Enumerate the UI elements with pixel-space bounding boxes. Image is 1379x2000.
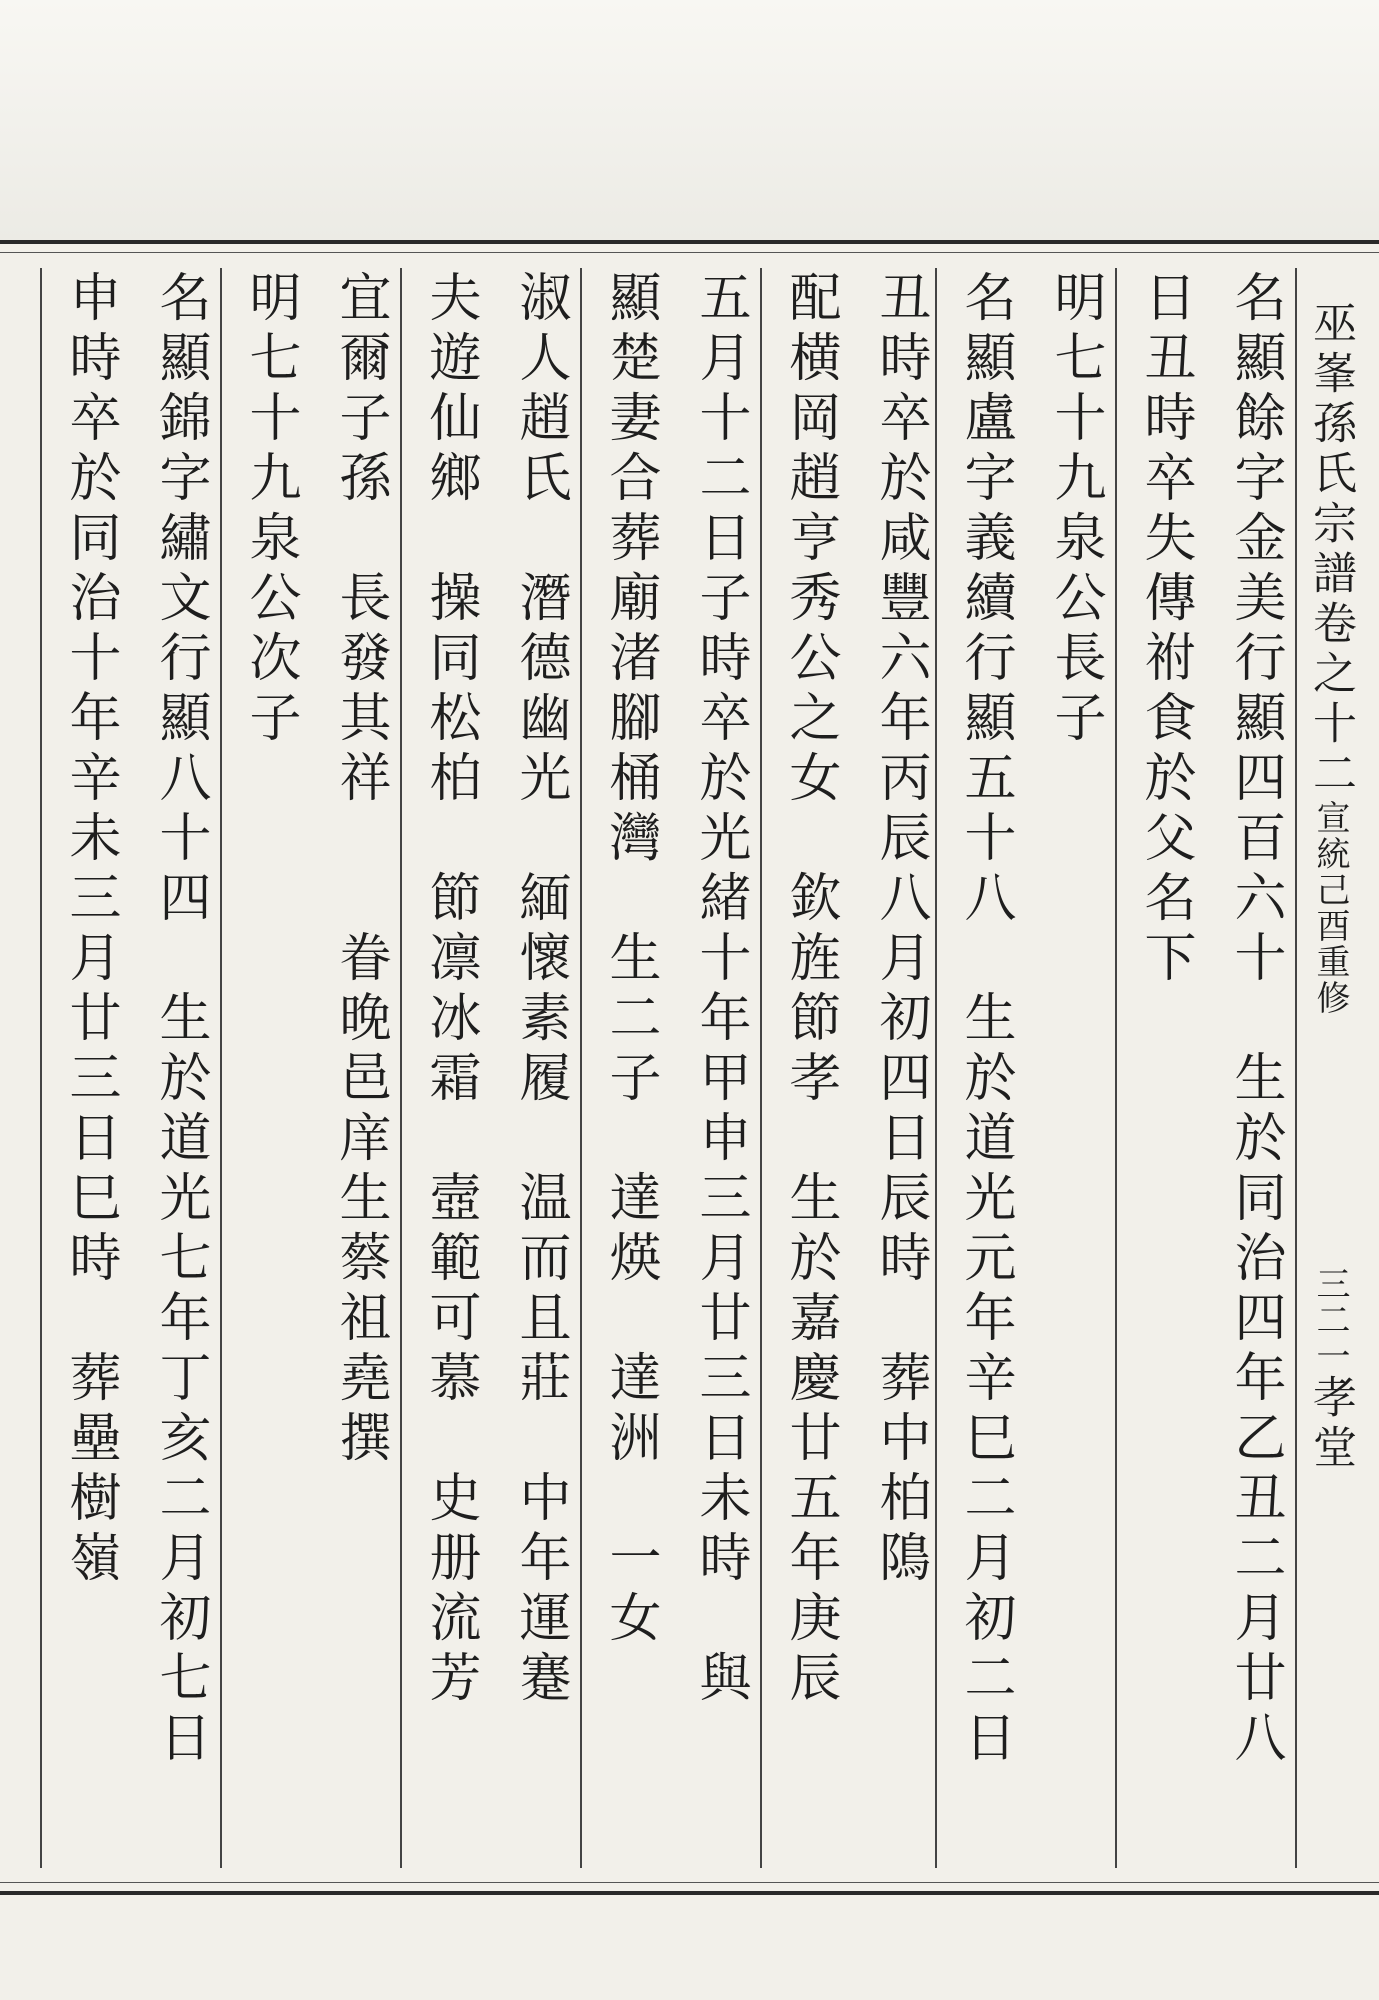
text-column-9: 淑人趙氏 潛德幽光 緬懷素履 温而且莊 中年運蹇 <box>510 270 570 1710</box>
header-margin <box>1305 300 1362 1880</box>
text-column-4: 名顯盧字義續行顯五十八 生於道光元年辛巳二月初二日 <box>955 270 1015 1770</box>
page-number: 三二一 <box>1310 1266 1350 1374</box>
column-rule <box>40 268 42 1868</box>
text-column-1: 名顯餘字金美行顯四百六十 生於同治四年乙丑二月廿八 <box>1225 270 1285 1770</box>
column-rule <box>1115 268 1117 1868</box>
text-column-6: 配横岡趙亨秀公之女 欽旌節孝 生於嘉慶廿五年庚辰 <box>780 270 840 1710</box>
hall-name: 孝堂 <box>1305 1374 1356 1474</box>
column-rule <box>935 268 937 1868</box>
text-column-5: 丑時卒於咸豐六年丙辰八月初四日辰時 葬中柏隝 <box>870 270 930 1590</box>
column-rule <box>400 268 402 1868</box>
text-column-3: 明七十九泉公長子 <box>1045 270 1105 750</box>
text-column-11: 宜爾子孫 長發其祥 眷晚邑庠生蔡祖堯撰 <box>330 270 390 1470</box>
column-rule <box>760 268 762 1868</box>
blank-top-margin <box>0 0 1379 240</box>
text-column-12: 明七十九泉公次子 <box>240 270 300 750</box>
text-column-7: 五月十二日子時卒於光緒十年甲申三月廿三日未時 與 <box>690 270 750 1710</box>
edition-note: 宣統己酉重修 <box>1310 800 1350 1016</box>
column-rule <box>220 268 222 1868</box>
volume-label: 卷之十二 <box>1305 600 1356 800</box>
text-column-10: 夫遊仙鄉 操同松柏 節凛冰霜 壼範可慕 史册流芳 <box>420 270 480 1710</box>
book-title: 巫峯孫氏宗譜 <box>1305 300 1356 600</box>
column-rule <box>1295 268 1297 1868</box>
text-column-2: 日丑時卒失傳祔食於父名下 <box>1135 270 1195 990</box>
column-rule <box>580 268 582 1868</box>
text-column-8: 顯楚妻合葬廟渚腳桶灣 生二子 達煐 達洲 一女 <box>600 270 660 1650</box>
text-column-13: 名顯錦字繡文行顯八十四 生於道光七年丁亥二月初七日 <box>150 270 210 1770</box>
text-column-14: 申時卒於同治十年辛未三月廿三日巳時 葬壘樹嶺 <box>60 270 120 1590</box>
